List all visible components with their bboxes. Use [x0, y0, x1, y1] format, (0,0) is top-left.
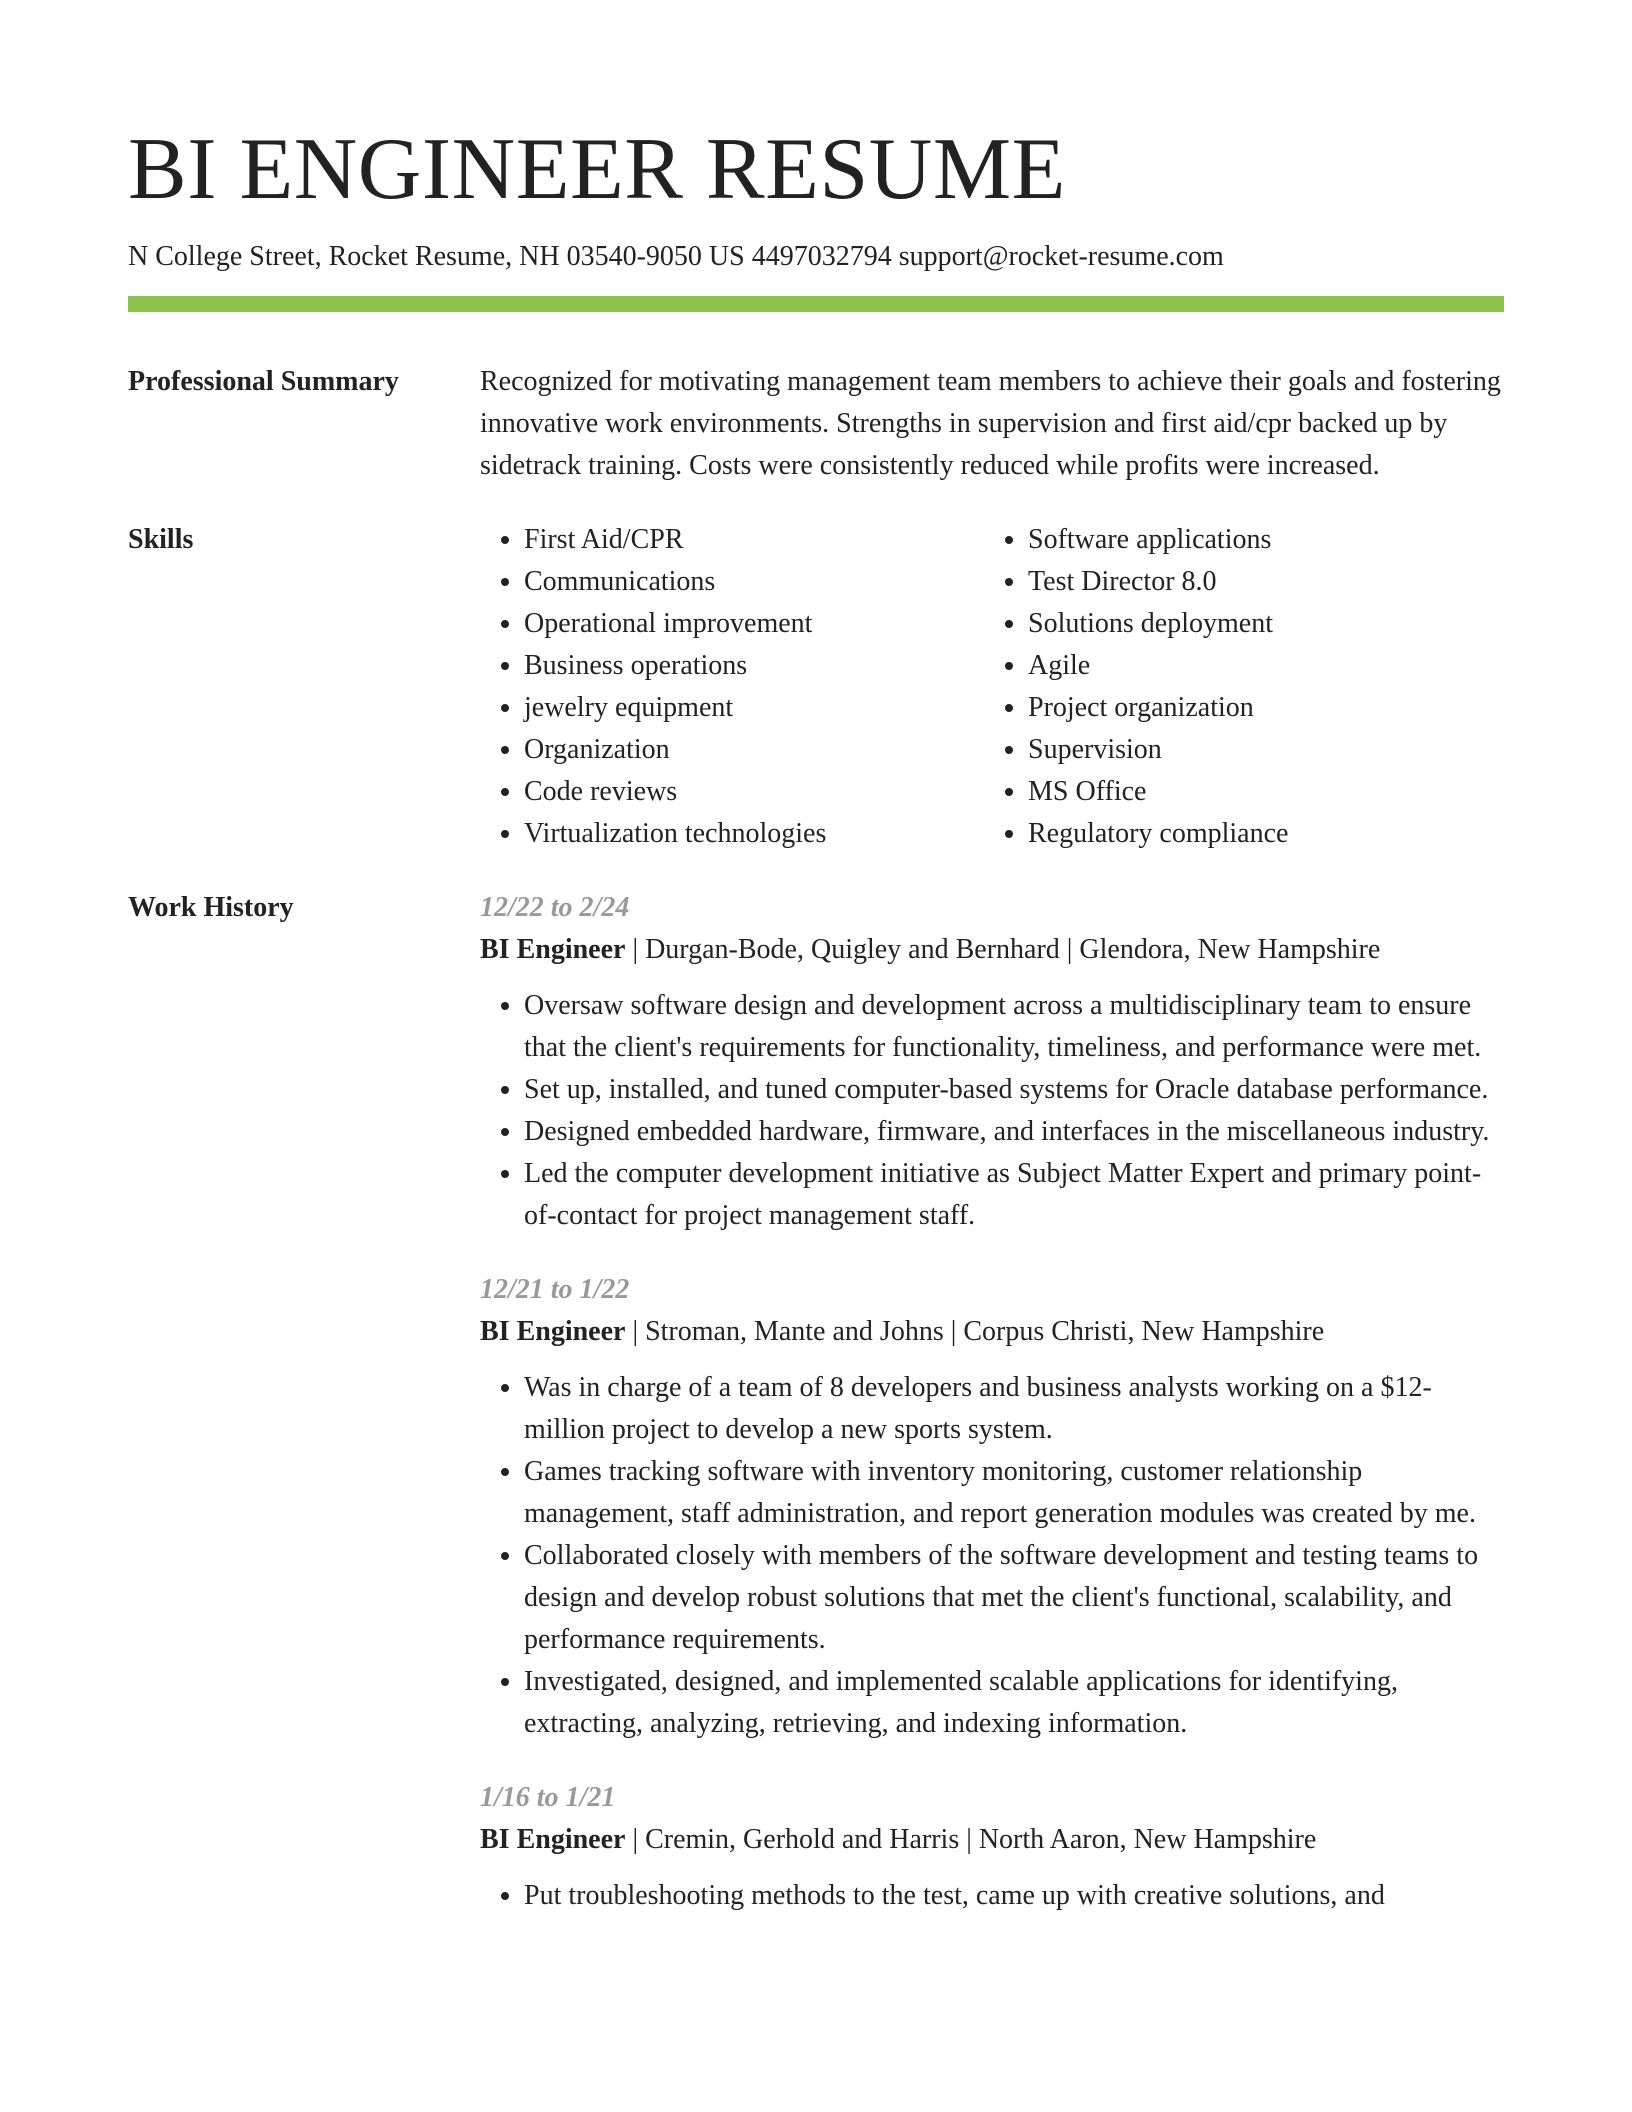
summary-label: Professional Summary [128, 366, 399, 397]
job-details: | Cremin, Gerhold and Harris | North Aaron, New Hampshire [625, 1824, 1317, 1855]
job-bullet: • Set up, installed, and tuned computer-based systems for Oracle database performance. [524, 1069, 1504, 1111]
resume-page [128, 0, 1504, 1949]
work-history-label: Work History [128, 892, 294, 923]
work-history-list [480, 887, 1504, 1949]
skill-item: • jewelry equipment [524, 687, 984, 729]
skill-item: • Project organization [1028, 687, 1488, 729]
job-bullets [480, 1875, 1504, 1917]
skill-item: • Test Director 8.0 [1028, 561, 1488, 603]
job-title: BI Engineer [480, 934, 626, 965]
skill-item: • Virtualization technologies [524, 813, 984, 855]
job-bullet: • Investigated, designed, and implemented scalable applications for identifying, extracting, analyzing, retrieving, and indexing information. [524, 1661, 1504, 1745]
skill-item: • First Aid/CPR [524, 519, 984, 561]
skills-list-left [480, 519, 984, 855]
job-bullet: • Oversaw software design and development across a multidisciplinary team to ensure that the client's requirements for functionality, timeliness, and performance were met. [524, 985, 1504, 1069]
skill-item: • MS Office [1028, 771, 1488, 813]
job-heading [480, 929, 1504, 971]
summary-section [128, 361, 1504, 487]
job-bullets [480, 1367, 1504, 1745]
job-details: | Stroman, Mante and Johns | Corpus Christi, New Hampshire [625, 1316, 1325, 1347]
job-title: BI Engineer [480, 1824, 626, 1855]
accent-divider [128, 296, 1504, 312]
job-bullet: • Games tracking software with inventory monitoring, customer relationship management, staff administration, and report generation modules was created by me. [524, 1451, 1504, 1535]
skill-item: • Communications [524, 561, 984, 603]
job-bullet: • Collaborated closely with members of the software development and testing teams to design and develop robust solutions that met the client's functional, scalability, and performance requirements. [524, 1535, 1504, 1661]
skills-list-right [984, 519, 1488, 855]
job-dates: 12/22 to 2/24 [480, 892, 630, 923]
job-bullets [480, 985, 1504, 1237]
work-history-section [128, 887, 1504, 1949]
job-details: | Durgan-Bode, Quigley and Bernhard | Glendora, New Hampshire [625, 934, 1381, 965]
skill-item: • Agile [1028, 645, 1488, 687]
job-entry [480, 1777, 1504, 1917]
job-title: BI Engineer [480, 1316, 626, 1347]
job-bullet: • Designed embedded hardware, firmware, and interfaces in the miscellaneous industry. [524, 1111, 1504, 1153]
skills-section [128, 519, 1504, 855]
job-bullet: • Put troubleshooting methods to the test, came up with creative solutions, and [524, 1875, 1504, 1917]
contact-line: N College Street, Rocket Resume, NH 03540-9050 US 4497032794 support@rocket-resume.com [128, 241, 1224, 272]
job-entry [480, 1269, 1504, 1745]
resume-title: BI ENGINEER RESUME [128, 121, 1066, 218]
skill-item: • Business operations [524, 645, 984, 687]
skill-item: • Solutions deployment [1028, 603, 1488, 645]
job-bullet: • Was in charge of a team of 8 developers and business analysts working on a $12-million project to develop a new sports system. [524, 1367, 1504, 1451]
skill-item: • Supervision [1028, 729, 1488, 771]
skill-item: • Regulatory compliance [1028, 813, 1488, 855]
skill-item: • Code reviews [524, 771, 984, 813]
skills-label: Skills [128, 524, 194, 555]
job-heading [480, 1311, 1504, 1353]
job-bullet: • Led the computer development initiative as Subject Matter Expert and primary point-of-contact for project management staff. [524, 1153, 1504, 1237]
skill-item: • Organization [524, 729, 984, 771]
job-dates: 12/21 to 1/22 [480, 1274, 630, 1305]
job-dates: 1/16 to 1/21 [480, 1782, 616, 1813]
job-heading [480, 1819, 1504, 1861]
skill-item: • Operational improvement [524, 603, 984, 645]
summary-text: Recognized for motivating management team members to achieve their goals and fostering innovative work environments. Strengths in supervision and first aid/cpr backed up by sidetrack training. Costs were consistently reduced while profits were increased. [480, 366, 1501, 481]
job-entry [480, 887, 1504, 1237]
skill-item: • Software applications [1028, 519, 1488, 561]
